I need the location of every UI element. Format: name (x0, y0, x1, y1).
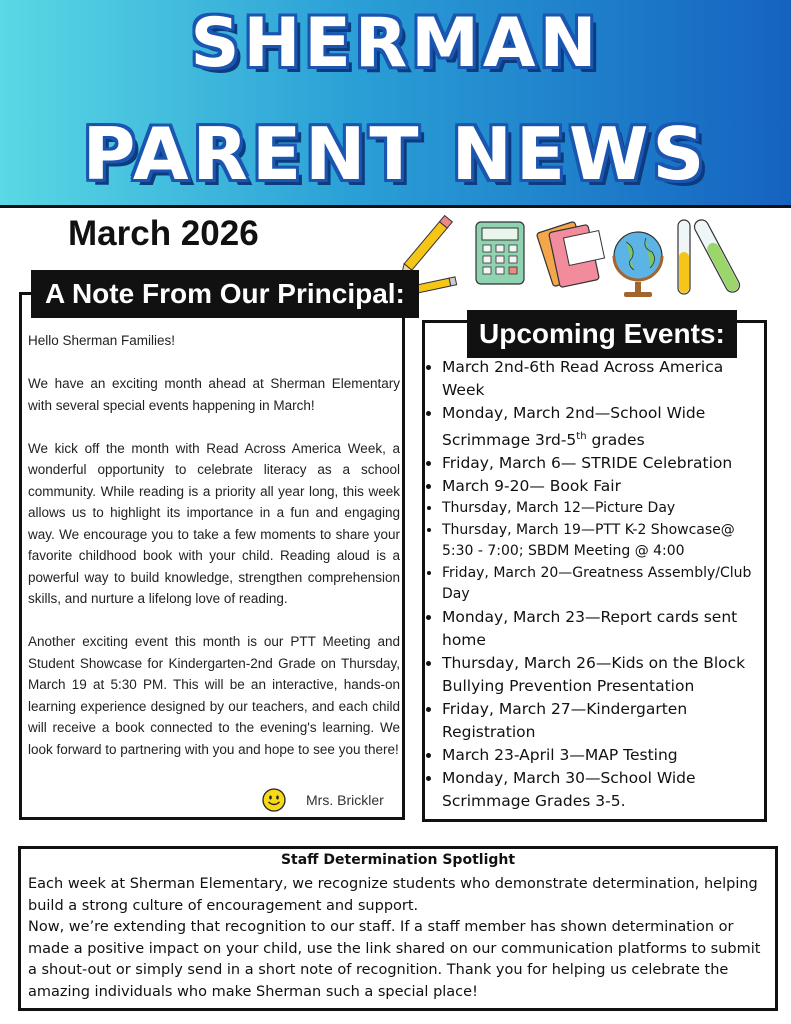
smiley-icon (262, 788, 286, 812)
event-item: • Friday, March 20—Greatness Assembly/Club Day (442, 563, 767, 606)
event-item: • March 9-20— Book Fair (442, 475, 767, 498)
event-item: • Friday, March 6— STRIDE Celebration (442, 452, 767, 475)
letter-greeting: Hello Sherman Families! (28, 333, 176, 348)
event-item: • Friday, March 27—Kindergarten Registration (442, 698, 767, 744)
principal-signature: Mrs. Brickler (306, 792, 384, 808)
calculator-icon (476, 222, 524, 284)
header-banner (0, 0, 791, 208)
spotlight-title: Staff Determination Spotlight (280, 852, 516, 868)
event-item: • Thursday, March 12—Picture Day (442, 498, 767, 520)
spotlight-paragraph: Each week at Sherman Elementary, we recognize students who demonstrate determination, helping build a strong culture of encouragement and support. (28, 876, 758, 914)
event-item: • Monday, March 30—School Wide Scrimmage Grades 3-5. (442, 767, 767, 813)
event-item: • March 23-April 3—MAP Testing (442, 744, 767, 767)
event-item (442, 402, 767, 452)
signature-block (262, 786, 384, 814)
event-item: • March 2nd-6th Read Across America Week (442, 356, 767, 402)
issue-date: March 2026 (68, 214, 259, 253)
principal-note-heading: A Note From Our Principal: (31, 270, 419, 318)
events-list (422, 356, 767, 813)
letter-paragraph: Another exciting event this month is our PTT Meeting and Student Showcase for Kindergarten-2nd Grade on Thursday, March 19 at 5:30 PM. This will be an interactive, hands-on learning experience designed by our teachers, and each child will receive a book connected to the evening's learning. We look forward to partnering with you and hope to see you there! (28, 634, 400, 757)
event-item: • Thursday, March 26—Kids on the Block Bullying Prevention Presentation (442, 652, 767, 698)
event-item: • Monday, March 23—Report cards sent home (442, 606, 767, 652)
events-heading: Upcoming Events: (467, 310, 737, 358)
spotlight-body (28, 874, 773, 1003)
test-tubes-icon (678, 217, 742, 294)
title-line-2: PARENT NEWS (82, 112, 709, 196)
principal-letter (28, 330, 400, 782)
spotlight-paragraph: Now, we’re extending that recognition to our staff. If a staff member has shown determination or made a positive impact on your child, use the link shared on our communication platforms to submit a shout-out or simply send in a short note of recognition. Thank you for helping us celebrate the amazing individuals who make Sherman such a special place! (28, 919, 761, 1000)
notebook-icon (536, 221, 604, 287)
globe-icon (614, 232, 662, 297)
event-text-suffix: grades (586, 431, 645, 450)
event-text: Monday, March 2nd—School Wide Scrimmage 3rd-5 (442, 404, 706, 450)
letter-paragraph: We kick off the month with Read Across America Week, a wonderful opportunity to celebrate literacy as a school community. While reading is a priority all year long, this week allows us to highlight its importance in a fun and engaging way. We encourage you to take a few moments to share your favorite childhood book with your child. Reading aloud is a powerful way to build knowledge, strengthen comprehension skills, and nurture a lifelong love of reading. (28, 440, 400, 606)
event-superscript: th (576, 431, 587, 442)
letter-paragraph: We have an exciting month ahead at Sherman Elementary with several special events happening in March! (28, 376, 400, 413)
event-item: • Thursday, March 19—PTT K-2 Showcase@ 5:30 - 7:00; SBDM Meeting @ 4:00 (442, 520, 767, 563)
school-supplies-illustration (398, 212, 758, 307)
title-line-1: SHERMAN (190, 4, 601, 83)
